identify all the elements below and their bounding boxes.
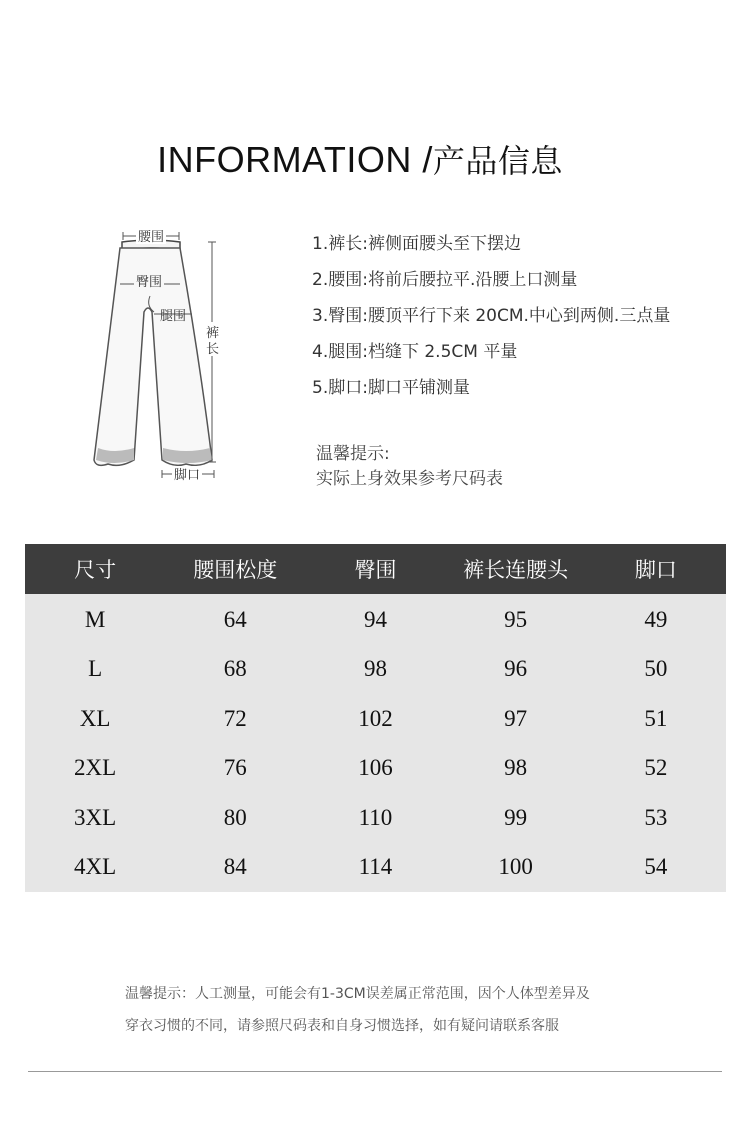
cell: XL xyxy=(25,694,165,744)
table-row xyxy=(25,694,726,744)
measure-item: 2.腰围:将前后腰拉平.沿腰上口测量 xyxy=(312,270,578,290)
footnote-line: 穿衣习惯的不同，请参照尺码表和自身习惯选择，如有疑问请联系客服 xyxy=(125,1018,559,1034)
table-row xyxy=(25,793,726,843)
cell: 64 xyxy=(165,594,305,645)
measure-item: 5.脚口:脚口平铺测量 xyxy=(312,378,470,398)
footnote-line: 温馨提示：人工测量，可能会有1-3CM误差属正常范围，因个人体型差异及 xyxy=(125,986,590,1002)
diagram-hem-label: 脚口 xyxy=(174,468,201,483)
measure-item: 1.裤长:裤侧面腰头至下摆边 xyxy=(312,234,521,254)
tips-block xyxy=(316,442,503,492)
pants-diagram xyxy=(90,222,240,484)
diagram-hip-label: 臀围 xyxy=(136,275,163,290)
cell: M xyxy=(25,594,165,645)
divider xyxy=(28,1071,722,1072)
cell: 54 xyxy=(586,843,726,893)
diagram-length-label: 裤长 xyxy=(206,326,220,357)
table-row xyxy=(25,843,726,893)
measure-item: 3.臀围:腰顶平行下来 20CM.中心到两侧.三点量 xyxy=(312,306,671,326)
cell: 100 xyxy=(446,843,586,893)
header-size: 尺寸 xyxy=(25,544,165,594)
tips-heading: 温馨提示: xyxy=(316,444,390,464)
table-row xyxy=(25,744,726,794)
cell: 114 xyxy=(305,843,445,893)
cell: 3XL xyxy=(25,793,165,843)
diagram-thigh-label: 腿围 xyxy=(160,309,187,324)
cell: 98 xyxy=(446,744,586,794)
cell: 106 xyxy=(305,744,445,794)
size-table xyxy=(25,544,726,892)
title-cn: 产品信息 xyxy=(432,142,563,180)
diagram-waist-label: 腰围 xyxy=(138,230,165,245)
cell: 97 xyxy=(446,694,586,744)
cell: L xyxy=(25,645,165,695)
cell: 52 xyxy=(586,744,726,794)
cell: 68 xyxy=(165,645,305,695)
header-hem: 脚口 xyxy=(586,544,726,594)
header-hip: 臀围 xyxy=(305,544,445,594)
table-row xyxy=(25,594,726,645)
header-length: 裤长连腰头 xyxy=(446,544,586,594)
cell: 98 xyxy=(305,645,445,695)
cell: 2XL xyxy=(25,744,165,794)
cell: 53 xyxy=(586,793,726,843)
cell: 102 xyxy=(305,694,445,744)
table-row xyxy=(25,645,726,695)
cell: 110 xyxy=(305,793,445,843)
size-table-header xyxy=(25,544,726,594)
header-waist: 腰围松度 xyxy=(165,544,305,594)
cell: 96 xyxy=(446,645,586,695)
tips-body: 实际上身效果参考尺码表 xyxy=(316,469,503,489)
footnote xyxy=(125,978,685,1042)
page-title xyxy=(0,136,720,182)
title-en: INFORMATION / xyxy=(157,139,433,180)
measurement-guide xyxy=(312,230,670,410)
cell: 76 xyxy=(165,744,305,794)
cell: 95 xyxy=(446,594,586,645)
cell: 80 xyxy=(165,793,305,843)
cell: 99 xyxy=(446,793,586,843)
cell: 4XL xyxy=(25,843,165,893)
cell: 50 xyxy=(586,645,726,695)
cell: 72 xyxy=(165,694,305,744)
cell: 84 xyxy=(165,843,305,893)
cell: 51 xyxy=(586,694,726,744)
cell: 49 xyxy=(586,594,726,645)
pants-outline-icon xyxy=(90,222,240,484)
measure-item: 4.腿围:档缝下 2.5CM 平量 xyxy=(312,342,518,362)
cell: 94 xyxy=(305,594,445,645)
